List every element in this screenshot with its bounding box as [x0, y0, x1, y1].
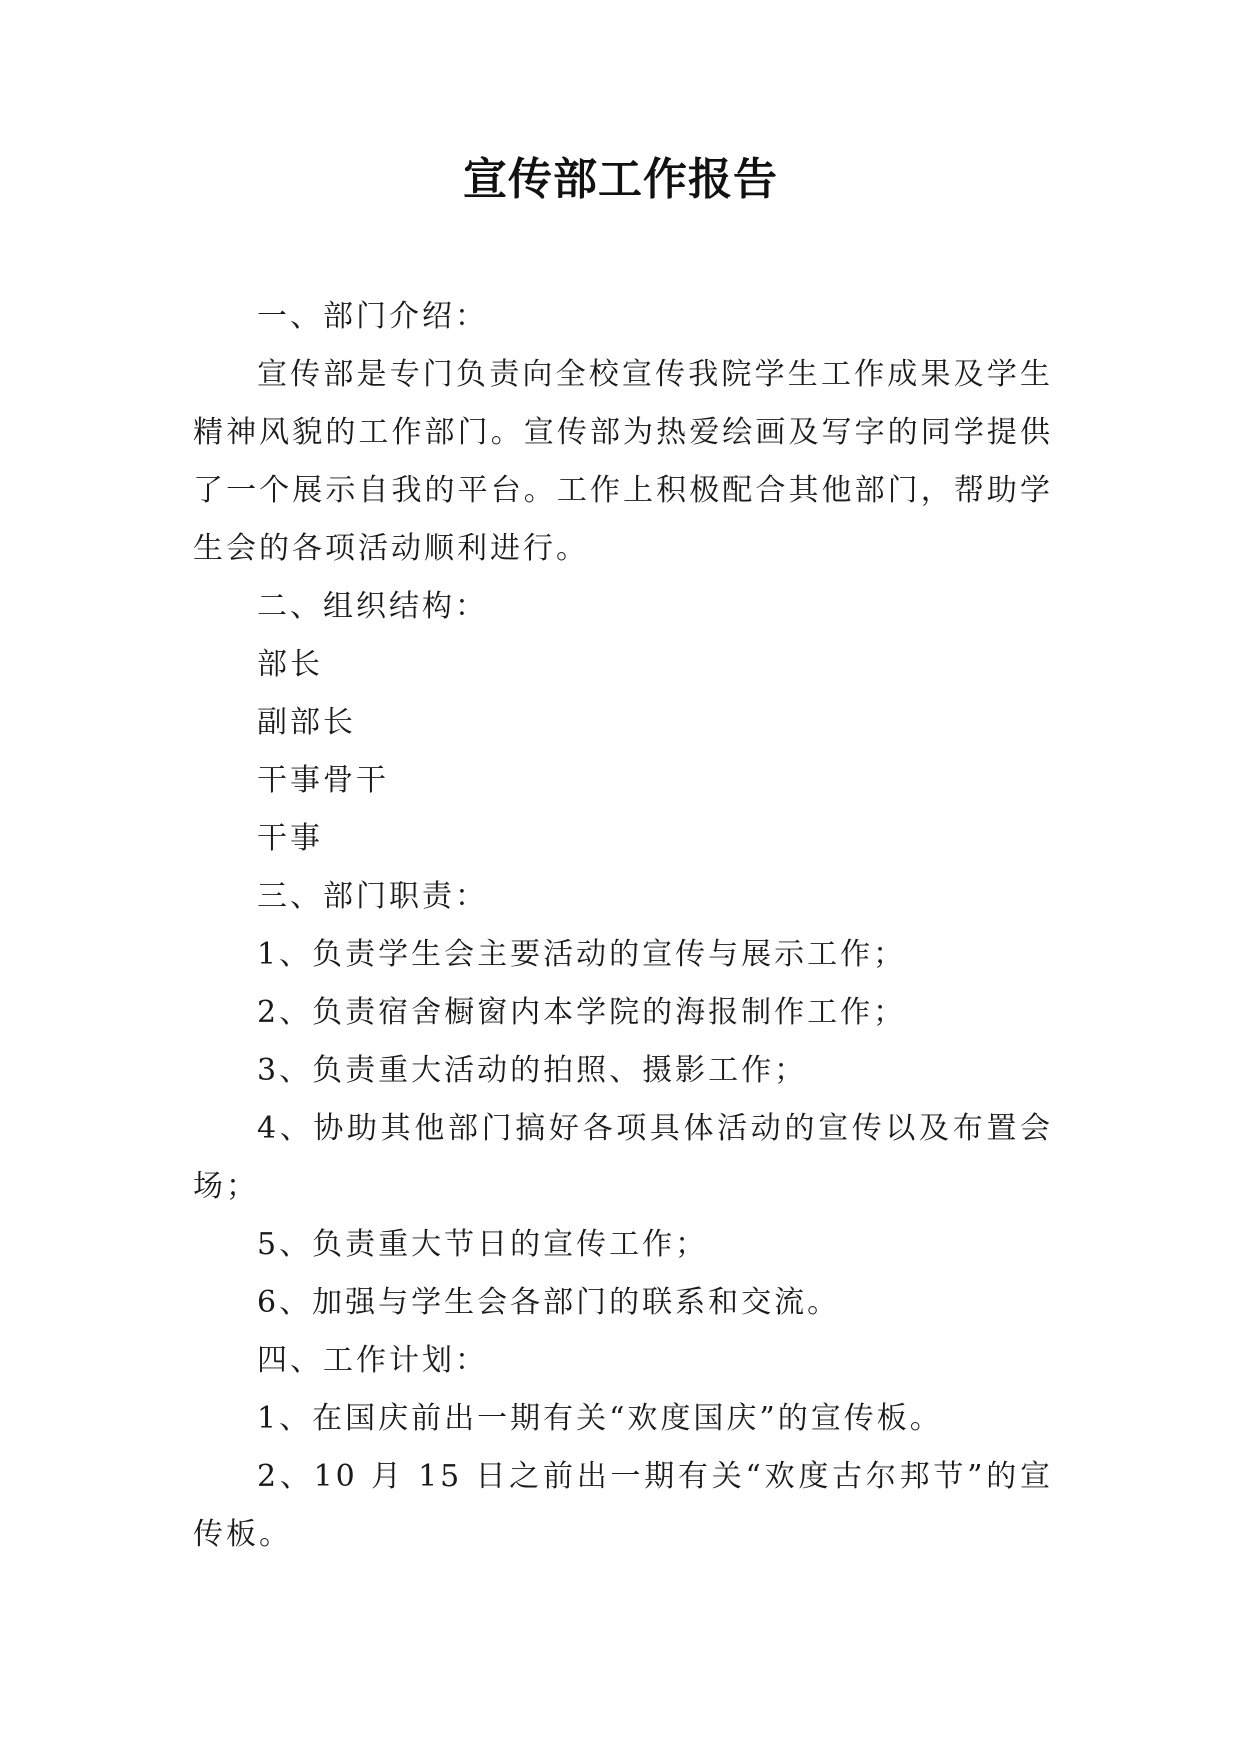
section-heading-duties: 三、部门职责：	[257, 879, 488, 914]
structure-item: 干事骨干	[257, 763, 389, 798]
section-heading-plan: 四、工作计划：	[257, 1343, 488, 1378]
duty-item: 3、负责重大活动的拍照、摄影工作；	[257, 1053, 808, 1088]
structure-item: 部长	[257, 647, 323, 682]
section-heading-intro: 一、部门介绍：	[257, 299, 488, 334]
duty-item: 2、负责宿舍橱窗内本学院的海报制作工作；	[257, 995, 907, 1030]
structure-item: 副部长	[257, 705, 356, 740]
section-heading-structure: 二、组织结构：	[257, 589, 488, 624]
document-title: 宣传部工作报告	[463, 154, 778, 205]
duty-item: 5、负责重大节日的宣传工作；	[257, 1227, 709, 1262]
duty-item: 4、协助其他部门搞好各项具体活动的宣传以及布置会场；	[193, 1111, 1053, 1204]
intro-paragraph: 宣传部是专门负责向全校宣传我院学生工作成果及学生精神风貌的工作部门。宣传部为热爱绘画及写字的同学提供了一个展示自我的平台。工作上积极配合其他部门，帮助学生会的各项活动顺利进行。	[193, 357, 1053, 566]
document-body	[193, 288, 1053, 1564]
duty-item: 6、加强与学生会各部门的联系和交流。	[257, 1285, 841, 1320]
plan-item: 2、10 月 15 日之前出一期有关“欢度古尔邦节”的宣传板。	[193, 1459, 1053, 1552]
plan-item: 1、在国庆前出一期有关“欢度国庆”的宣传板。	[257, 1401, 943, 1436]
duty-item: 1、负责学生会主要活动的宣传与展示工作；	[257, 937, 907, 972]
structure-item: 干事	[257, 821, 323, 856]
